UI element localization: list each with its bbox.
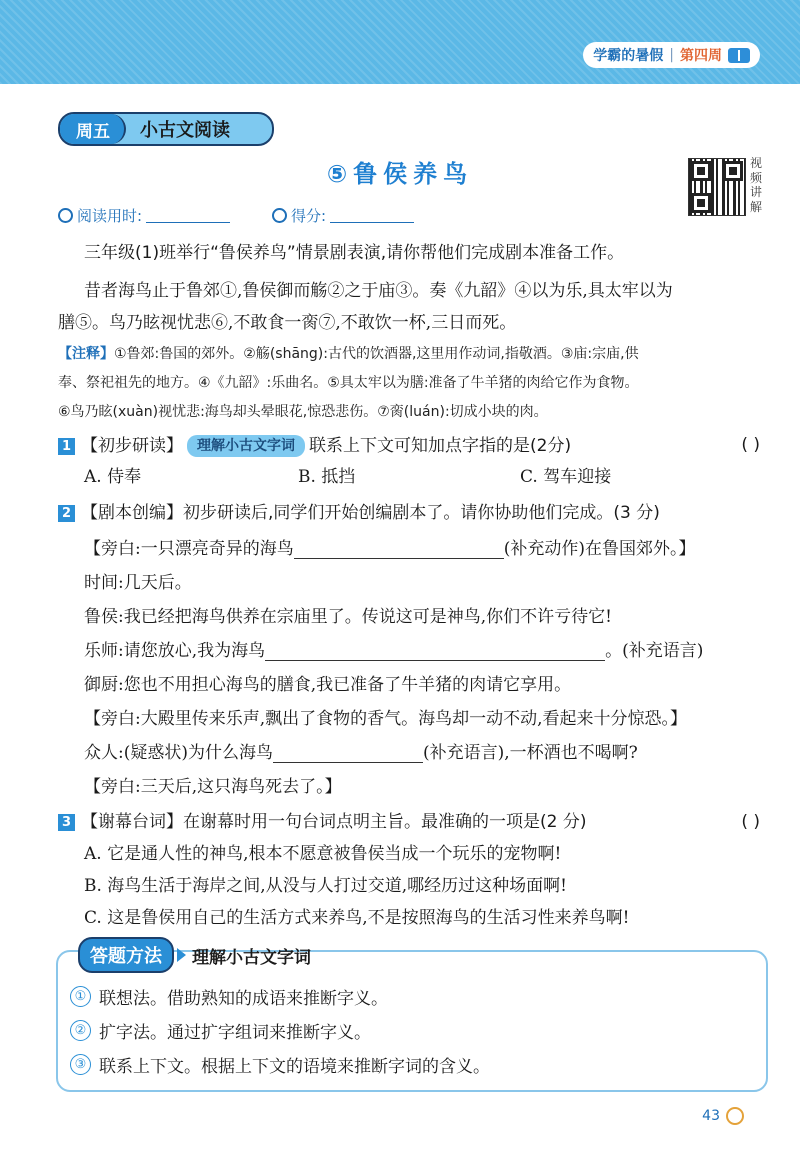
blank-field[interactable]: [273, 744, 423, 763]
notes-line: 奉、祭祀祖先的地方。④《九韶》:乐曲名。⑤具太牢以为膳:准备了牛羊猪的肉给它作为食物。: [58, 375, 639, 391]
option-b[interactable]: B. 海鸟生活于海岸之间,从没与人打过交道,哪经历过这种场面啊!: [84, 876, 567, 896]
passage-line: 昔者海鸟止于鲁郊①,鲁侯御而觞②之于庙③。奏《九韶》④以为乐,具太牢以为: [84, 281, 673, 301]
script-line: 乐师:请您放心,我为海鸟 。(补充语言): [84, 641, 704, 661]
series-tag: 学霸的暑假 | 第四周: [583, 42, 760, 68]
script-line: 鲁侯:我已经把海鸟供养在宗庙里了。传说这可是神鸟,你们不许亏待它!: [84, 607, 612, 627]
passage-line: 膳⑤。鸟乃眩视忧悲⑥,不敢食一脔⑦,不敢饮一杯,三日而死。: [58, 313, 517, 333]
skill-tag: 理解小古文字词: [187, 435, 305, 457]
script-line: 【旁白:三天后,这只海鸟死去了。】: [84, 777, 342, 797]
question-number: 3: [58, 814, 75, 831]
question-1: 1 【初步研读】 理解小古文字词 联系上下文可知加点字指的是(2分): [58, 435, 571, 457]
option-a[interactable]: A. 它是通人性的神鸟,根本不愿意被鲁侯当成一个玩乐的宠物啊!: [84, 844, 562, 864]
question-2: 2 【剧本创编】初步研读后,同学们开始创编剧本了。请你协助他们完成。(3 分): [58, 503, 660, 523]
section-day: 周五: [60, 114, 126, 144]
method-topic: 理解小古文字词: [192, 947, 311, 968]
series-name: 学霸的暑假: [593, 48, 664, 64]
script-line: 御厨:您也不用担心海鸟的膳食,我已准备了牛羊猪的肉请它享用。: [84, 675, 572, 695]
notes-line: 【注释】①鲁郊:鲁国的郊外。②觞(shāng):古代的饮酒器,这里用作动词,指敬酒。③庙:宗庙,供: [58, 346, 639, 362]
notes-line: ⑥鸟乃眩(xuàn)视忧悲:海鸟却头晕眼花,惊恐悲伤。⑦脔(luán):切成小块的肉。: [58, 404, 548, 420]
week-label: 第四周: [680, 48, 722, 64]
reading-time-field[interactable]: [146, 208, 230, 223]
answer-paren[interactable]: ( ): [741, 435, 760, 455]
section-name: 小古文阅读: [140, 120, 230, 141]
clock-icon: [58, 208, 73, 223]
method-item: ① 联想法。借助熟知的成语来推断字义。: [70, 984, 388, 1009]
question-3: 3 【谢幕台词】在谢幕时用一句台词点明主旨。最准确的一项是(2 分): [58, 812, 586, 832]
blank-field[interactable]: [265, 642, 605, 661]
option-c[interactable]: C. 这是鲁侯用自己的生活方式来养鸟,不是按照海鸟的生活习性来养鸟啊!: [84, 908, 630, 928]
sun-icon: [726, 1107, 744, 1125]
qr-label: 视 频 讲 解: [750, 156, 763, 214]
qr-code-icon[interactable]: [688, 158, 746, 216]
section-pill: [58, 112, 274, 146]
question-number: 2: [58, 505, 75, 522]
score: 得分:: [272, 205, 414, 226]
method-item: ③ 联系上下文。根据上下文的语境来推断字词的含义。: [70, 1052, 490, 1077]
reading-time: 阅读用时:: [58, 205, 230, 226]
score-field[interactable]: [330, 208, 414, 223]
method-item: ② 扩字法。通过扩字组词来推断字义。: [70, 1018, 371, 1043]
answer-paren[interactable]: ( ): [741, 812, 760, 832]
option-a[interactable]: A. 侍奉: [84, 467, 142, 487]
page-number: 43: [702, 1107, 744, 1125]
page-title: ⑤鲁侯养鸟: [326, 160, 474, 188]
check-icon: [272, 208, 287, 223]
question-number: 1: [58, 438, 75, 455]
script-line: 时间:几天后。: [84, 573, 192, 593]
arrow-icon: [177, 948, 186, 962]
intro-text: 三年级(1)班举行“鲁侯养鸟”情景剧表演,请你帮他们完成剧本准备工作。: [84, 243, 625, 263]
option-c[interactable]: C. 驾车迎接: [520, 467, 612, 487]
script-line: 【旁白:大殿里传来乐声,飘出了食物的香气。海鸟却一动不动,看起来十分惊恐。】: [84, 709, 688, 729]
option-b[interactable]: B. 抵挡: [298, 467, 356, 487]
script-line: 众人:(疑惑状)为什么海鸟 (补充语言),一杯酒也不喝啊?: [84, 743, 638, 763]
method-tag: 答题方法: [78, 937, 174, 973]
book-icon: [728, 48, 750, 63]
blank-field[interactable]: [294, 540, 504, 559]
method-header: [78, 937, 311, 973]
script-line: 【旁白:一只漂亮奇异的海鸟 (补充动作)在鲁国郊外。】: [84, 539, 696, 559]
